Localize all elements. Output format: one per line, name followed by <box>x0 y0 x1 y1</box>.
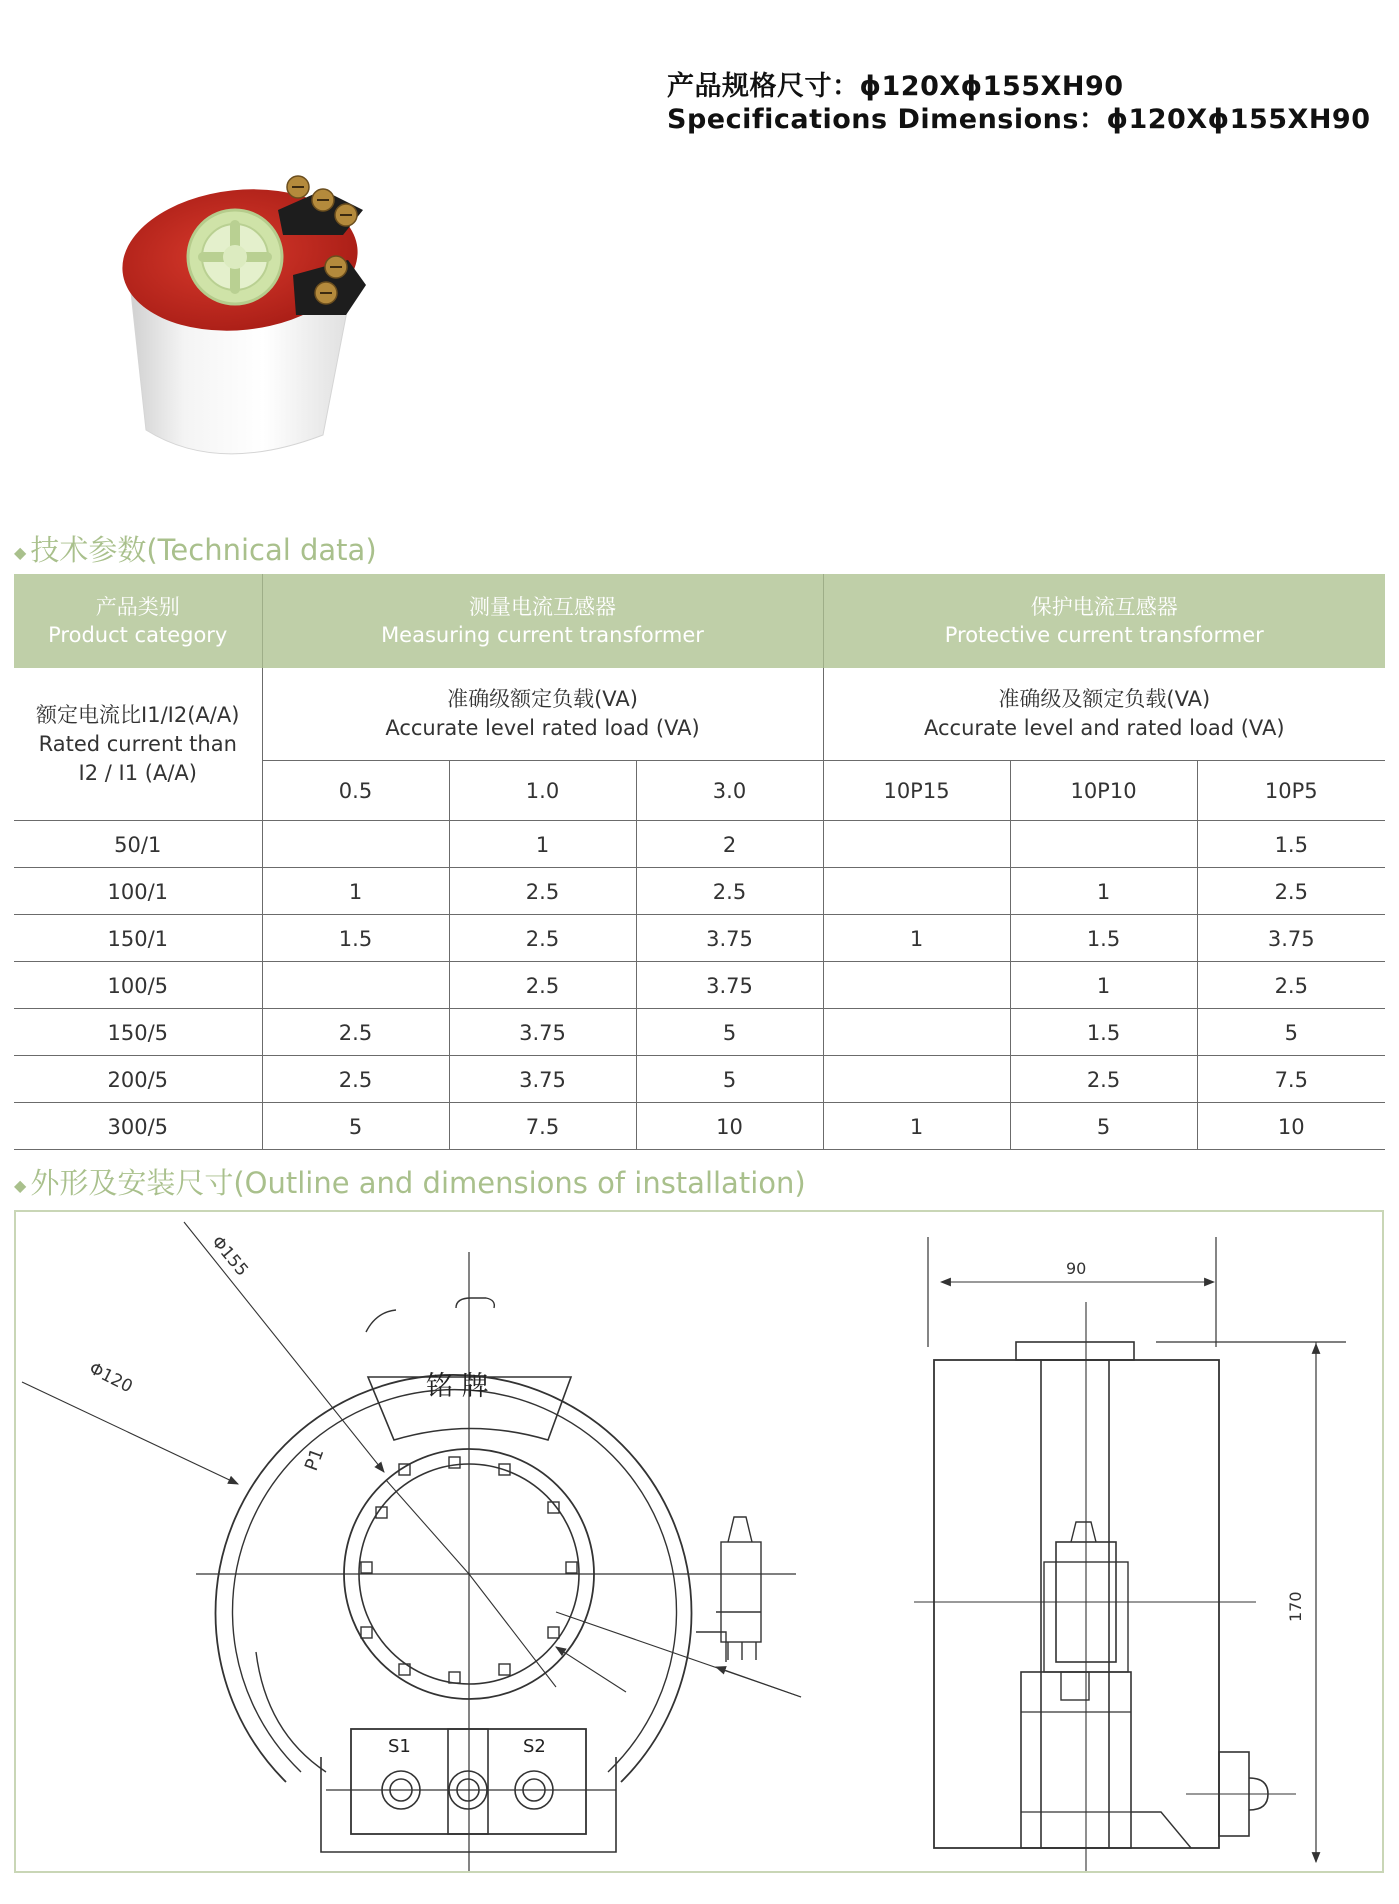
value-cell: 10 <box>1197 1103 1385 1150</box>
value-cell: 5 <box>636 1056 823 1103</box>
outline-drawing <box>16 1212 1382 1871</box>
table-row <box>14 868 1385 915</box>
ratio-cell: 50/1 <box>14 821 262 868</box>
value-cell: 3.75 <box>449 1056 636 1103</box>
value-cell: 2.5 <box>1197 868 1385 915</box>
value-cell: 1.5 <box>1197 821 1385 868</box>
protective-load-en: Accurate level and rated load (VA) <box>924 716 1285 740</box>
table-row <box>14 1103 1385 1150</box>
class-cell: 10P15 <box>823 761 1010 821</box>
dim-label-d155: Φ155 <box>207 1232 252 1281</box>
s2-label: S2 <box>523 1736 546 1757</box>
value-cell: 5 <box>636 1009 823 1056</box>
nameplate-label: 铭 牌 <box>426 1371 489 1402</box>
value-cell: 5 <box>262 1103 449 1150</box>
spec-line-cn: 产品规格尺寸：ϕ120Xϕ155XH90 <box>667 71 1124 102</box>
ratio-cell: 100/1 <box>14 868 262 915</box>
spec-line-en: Specifications Dimensions：ϕ120Xϕ155XH90 <box>667 104 1371 135</box>
value-cell <box>1010 821 1197 868</box>
table-row <box>14 1009 1385 1056</box>
class-cell: 10P5 <box>1197 761 1385 821</box>
value-cell: 7.5 <box>1197 1056 1385 1103</box>
value-cell: 3.75 <box>1197 915 1385 962</box>
header-category <box>14 574 262 668</box>
table-row <box>14 962 1385 1009</box>
measuring-load-en: Accurate level rated load (VA) <box>385 716 700 740</box>
header-protective-en: Protective current transformer <box>944 623 1264 647</box>
class-cell: 0.5 <box>262 761 449 821</box>
value-cell: 3.75 <box>449 1009 636 1056</box>
technical-data-table <box>14 574 1385 1150</box>
dim-label-d120: Φ120 <box>85 1358 136 1398</box>
value-cell: 1.5 <box>1010 1009 1197 1056</box>
ratio-label-en-1: Rated current than <box>38 731 237 756</box>
header-measuring-cn: 测量电流互感器 <box>469 595 616 619</box>
value-cell <box>823 1009 1010 1056</box>
value-cell: 1 <box>262 868 449 915</box>
class-cell: 1.0 <box>449 761 636 821</box>
value-cell: 5 <box>1197 1009 1385 1056</box>
ratio-cell: 150/5 <box>14 1009 262 1056</box>
ratio-label-en-2: I2 / I1 (A/A) <box>78 760 197 785</box>
value-cell: 3.75 <box>636 915 823 962</box>
side-view <box>914 1237 1346 1871</box>
table-subheader-row <box>14 668 1385 761</box>
class-cell: 3.0 <box>636 761 823 821</box>
value-cell: 1.5 <box>262 915 449 962</box>
value-cell <box>262 821 449 868</box>
value-cell: 2 <box>636 821 823 868</box>
p1-label: P1 <box>300 1445 329 1474</box>
value-cell: 1 <box>1010 868 1197 915</box>
value-cell: 2.5 <box>1197 962 1385 1009</box>
value-cell: 2.5 <box>262 1009 449 1056</box>
value-cell: 1 <box>823 1103 1010 1150</box>
value-cell: 3.75 <box>636 962 823 1009</box>
section-title-technical-text: 技术参数(Technical data) <box>30 533 377 567</box>
value-cell <box>262 962 449 1009</box>
value-cell: 7.5 <box>449 1103 636 1150</box>
product-photo <box>118 165 408 475</box>
value-cell: 2.5 <box>1010 1056 1197 1103</box>
table-row <box>14 915 1385 962</box>
value-cell <box>823 962 1010 1009</box>
s1-label: S1 <box>388 1736 411 1757</box>
value-cell <box>823 821 1010 868</box>
class-cell: 10P10 <box>1010 761 1197 821</box>
protective-load-label <box>823 668 1385 761</box>
ratio-cell: 300/5 <box>14 1103 262 1150</box>
table-header-row <box>14 574 1385 668</box>
measuring-load-label <box>262 668 823 761</box>
ratio-cell: 150/1 <box>14 915 262 962</box>
value-cell <box>823 1056 1010 1103</box>
spec-heading <box>667 70 1371 136</box>
value-cell: 10 <box>636 1103 823 1150</box>
value-cell <box>823 868 1010 915</box>
outline-drawing-frame <box>14 1210 1384 1873</box>
ratio-label <box>14 668 262 821</box>
header-category-en: Product category <box>48 623 228 647</box>
section-title-outline: ◆ 外形及安装尺寸(Outline and dimensions of installation) <box>14 1166 806 1200</box>
header-measuring <box>262 574 823 668</box>
ratio-cell: 200/5 <box>14 1056 262 1103</box>
value-cell: 2.5 <box>449 915 636 962</box>
protective-load-cn: 准确级及额定负载(VA) <box>998 687 1211 711</box>
measuring-load-cn: 准确级额定负载(VA) <box>447 687 638 711</box>
header-measuring-en: Measuring current transformer <box>381 623 704 647</box>
dim-label-width: 90 <box>1066 1259 1087 1278</box>
value-cell: 5 <box>1010 1103 1197 1150</box>
value-cell: 2.5 <box>636 868 823 915</box>
value-cell: 1 <box>823 915 1010 962</box>
value-cell: 1 <box>1010 962 1197 1009</box>
header-protective <box>823 574 1385 668</box>
section-title-technical: ◆ 技术参数(Technical data) <box>14 533 377 567</box>
header-category-cn: 产品类别 <box>95 595 180 619</box>
value-cell: 1.5 <box>1010 915 1197 962</box>
ratio-cell: 100/5 <box>14 962 262 1009</box>
dim-label-height: 170 <box>1286 1591 1305 1622</box>
value-cell: 2.5 <box>449 962 636 1009</box>
table-row <box>14 821 1385 868</box>
section-title-outline-text: 外形及安装尺寸(Outline and dimensions of installation) <box>30 1166 806 1200</box>
value-cell: 1 <box>449 821 636 868</box>
value-cell: 2.5 <box>449 868 636 915</box>
front-view <box>22 1222 801 1871</box>
header-protective-cn: 保护电流互感器 <box>1030 595 1178 619</box>
table-row <box>14 1056 1385 1103</box>
value-cell: 2.5 <box>262 1056 449 1103</box>
ratio-label-cn: 额定电流比I1/I2(A/A) <box>36 702 240 727</box>
